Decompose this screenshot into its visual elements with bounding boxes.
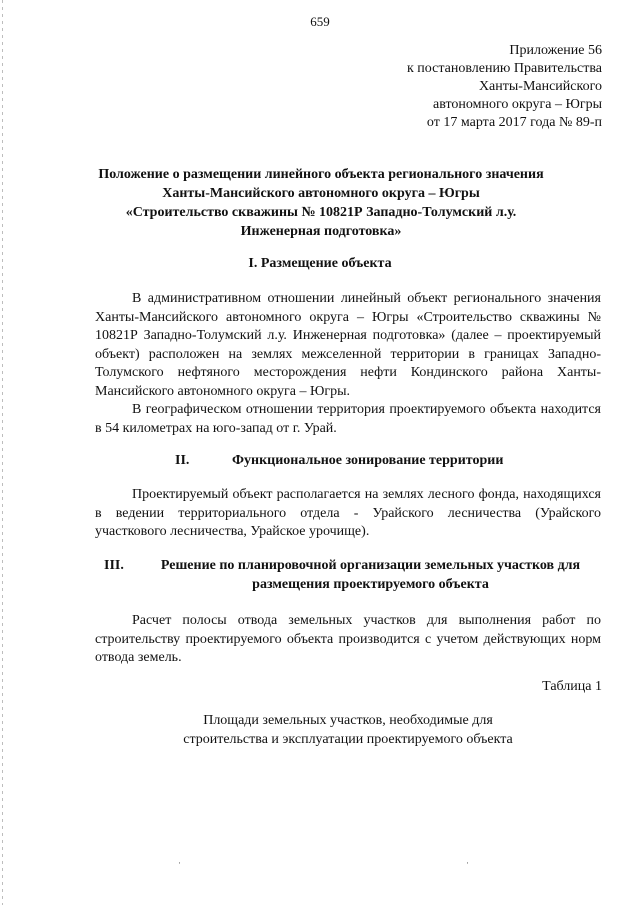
section-body-3 (95, 612, 601, 668)
paragraph: В географическом отношении территория проектируемого объекта находится в 54 километрах на юго-запад от г. Урай. (95, 402, 601, 436)
section-heading-3-line2: размещения проектируемого объекта (252, 577, 489, 592)
appendix-line: автономного округа – Югры (433, 97, 602, 112)
section-heading-2: Функциональное зонирование территории (232, 453, 504, 468)
paragraph: Расчет полосы отвода земельных участков для выполнения работ по строительству проектируемого объекта производится с учетом действующих норм отвода земель. (95, 613, 601, 665)
appendix-block (407, 42, 602, 132)
section-heading-3-line1: Решение по планировочной организации земельных участков для (160, 558, 581, 573)
section-number-2: II. (175, 453, 190, 468)
paragraph: Проектируемый объект располагается на землях лесного фонда, находящихся в ведении территориального отдела - Урайского лесничества (Урайского участкового лесничества, Урайское урочище). (95, 487, 601, 539)
table-caption-line: строительства и эксплуатации проектируемого объекта (183, 732, 513, 747)
title-line: Ханты-Мансийского автономного округа – Югры (162, 186, 480, 201)
scan-edge (2, 0, 3, 905)
scan-mark: · (178, 858, 181, 868)
paragraph: В административном отношении линейный объект регионального значения Ханты-Мансийского автономного округа – Югры «Строительство скважины № 10821Р Западно-Толумский л.у. Инженерная подготовка» (далее – проектируемый объект) расположен на землях межселенной территории в границах Западно-Толумского нефтяного месторождения нефти Кондинского района Ханты-Мансийского автономного округа – Югры. (95, 291, 601, 399)
appendix-line: к постановлению Правительства (406, 61, 602, 76)
table-caption-line: Площади земельных участков, необходимые для (203, 713, 493, 728)
section-heading-1: I. Размещение объекта (248, 256, 392, 271)
appendix-line: Ханты-Мансийского (478, 79, 602, 94)
title-line: «Строительство скважины № 10821Р Западно-Толумский л.у. (125, 205, 517, 220)
table-caption (95, 711, 601, 749)
section-number-3: III. (104, 558, 124, 573)
section-body-2 (95, 486, 601, 542)
appendix-line: от 17 марта 2017 года № 89-п (426, 115, 602, 130)
section-body-1 (95, 290, 601, 438)
title-line: Положение о размещении линейного объекта регионального значения (98, 167, 544, 182)
document-title (40, 165, 602, 241)
table-label: Таблица 1 (542, 679, 602, 694)
title-line: Инженерная подготовка» (240, 224, 402, 239)
page-number: 659 (310, 14, 330, 29)
scan-mark: · (466, 858, 469, 868)
appendix-line: Приложение 56 (509, 43, 602, 58)
